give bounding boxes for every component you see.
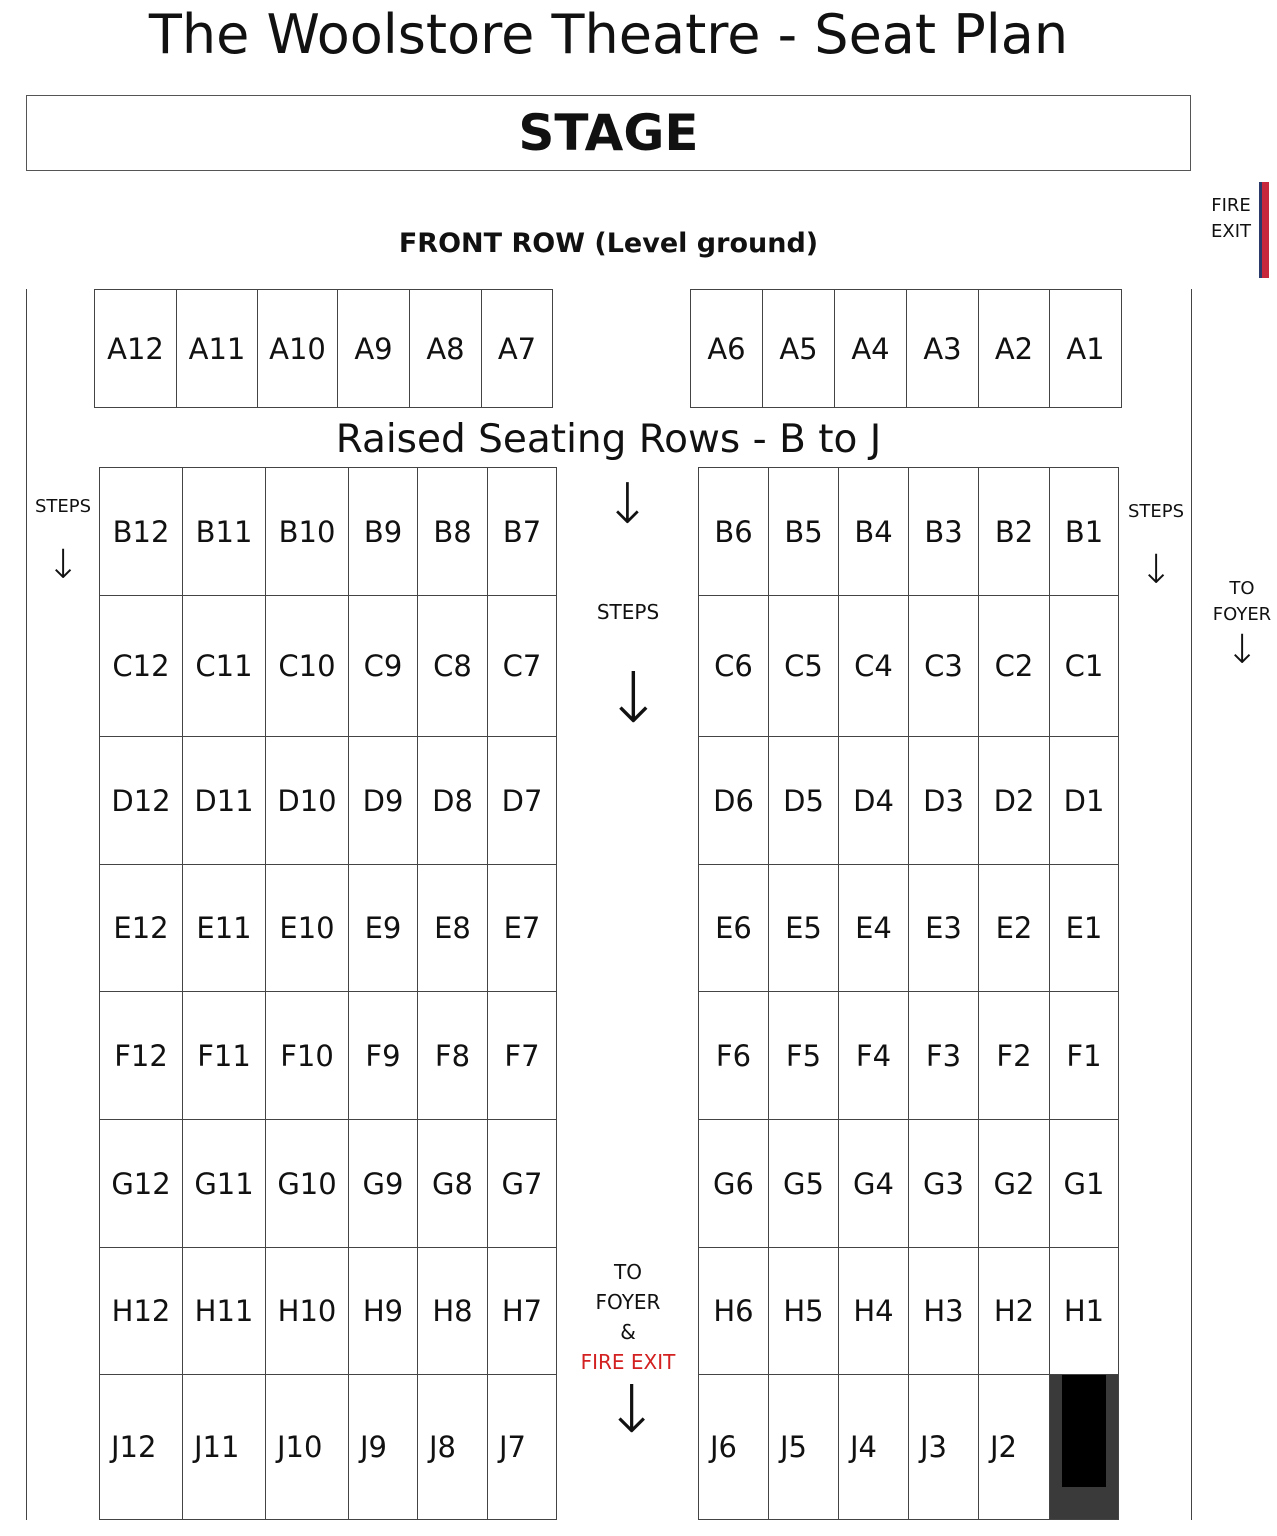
seat-g8[interactable]: G8 bbox=[418, 1120, 488, 1248]
right-steps-arrow-icon: ↓ bbox=[1139, 547, 1173, 593]
seat-b7[interactable]: B7 bbox=[488, 468, 557, 596]
seat-f2[interactable]: F2 bbox=[979, 992, 1050, 1120]
seat-f10[interactable]: F10 bbox=[266, 992, 349, 1120]
seat-g4[interactable]: G4 bbox=[839, 1120, 909, 1248]
seat-b1[interactable]: B1 bbox=[1050, 468, 1119, 596]
seat-a1[interactable]: A1 bbox=[1050, 290, 1122, 408]
seat-g12[interactable]: G12 bbox=[100, 1120, 183, 1248]
seat-f4[interactable]: F4 bbox=[839, 992, 909, 1120]
right-to-foyer-label bbox=[1212, 576, 1272, 628]
seat-a3[interactable]: A3 bbox=[907, 290, 979, 408]
seat-j11[interactable]: J11 bbox=[183, 1375, 266, 1520]
seat-h8[interactable]: H8 bbox=[418, 1248, 488, 1375]
seat-g2[interactable]: G2 bbox=[979, 1120, 1050, 1248]
seat-h4[interactable]: H4 bbox=[839, 1248, 909, 1375]
stage bbox=[26, 95, 1191, 171]
front-row-left-block bbox=[94, 289, 553, 408]
seat-g11[interactable]: G11 bbox=[183, 1120, 266, 1248]
seat-c3[interactable]: C3 bbox=[909, 596, 979, 737]
seat-b6[interactable]: B6 bbox=[699, 468, 769, 596]
seat-c7[interactable]: C7 bbox=[488, 596, 557, 737]
seat-a10[interactable]: A10 bbox=[258, 290, 338, 408]
center-exit-line-1: TO bbox=[614, 1260, 642, 1284]
raised-seating-label: Raised Seating Rows - B to J bbox=[335, 417, 882, 462]
right-to-foyer-line-1: TO bbox=[1229, 578, 1255, 599]
seat-g9[interactable]: G9 bbox=[349, 1120, 418, 1248]
seat-d11[interactable]: D11 bbox=[183, 737, 266, 865]
seat-e5[interactable]: E5 bbox=[769, 865, 839, 992]
seat-b11[interactable]: B11 bbox=[183, 468, 266, 596]
seat-a4[interactable]: A4 bbox=[835, 290, 907, 408]
seat-a8[interactable]: A8 bbox=[410, 290, 482, 408]
center-exit-line-2: FOYER bbox=[595, 1290, 661, 1314]
blocked-seat bbox=[1050, 1375, 1119, 1520]
seat-d8[interactable]: D8 bbox=[418, 737, 488, 865]
center-steps-label: STEPS bbox=[596, 600, 660, 624]
seat-h9[interactable]: H9 bbox=[349, 1248, 418, 1375]
center-exit-label bbox=[578, 1257, 678, 1377]
seat-c1[interactable]: C1 bbox=[1050, 596, 1119, 737]
center-steps-arrow-icon: ↓ bbox=[604, 657, 663, 739]
seat-e3[interactable]: E3 bbox=[909, 865, 979, 992]
seat-d4[interactable]: D4 bbox=[839, 737, 909, 865]
seat-j4[interactable]: J4 bbox=[839, 1375, 909, 1520]
seat-f1[interactable]: F1 bbox=[1050, 992, 1119, 1120]
seat-f3[interactable]: F3 bbox=[909, 992, 979, 1120]
front-row-label: FRONT ROW (Level ground) bbox=[398, 228, 819, 259]
wall-right-front bbox=[1191, 289, 1192, 407]
seat-g3[interactable]: G3 bbox=[909, 1120, 979, 1248]
stage-label: STAGE bbox=[518, 104, 699, 162]
seat-j3[interactable]: J3 bbox=[909, 1375, 979, 1520]
seat-b12[interactable]: B12 bbox=[100, 468, 183, 596]
seat-b10[interactable]: B10 bbox=[266, 468, 349, 596]
front-row-right-block bbox=[690, 289, 1122, 408]
seat-c9[interactable]: C9 bbox=[349, 596, 418, 737]
seat-f6[interactable]: F6 bbox=[699, 992, 769, 1120]
seat-e7[interactable]: E7 bbox=[488, 865, 557, 992]
right-to-foyer-line-2: FOYER bbox=[1212, 604, 1272, 625]
seat-j2[interactable]: J2 bbox=[979, 1375, 1050, 1520]
seat-j7[interactable]: J7 bbox=[488, 1375, 557, 1520]
center-exit-line-3: & bbox=[620, 1320, 636, 1344]
seat-e8[interactable]: E8 bbox=[418, 865, 488, 992]
wall-right bbox=[1191, 407, 1192, 1520]
wall-left bbox=[26, 407, 27, 1520]
seat-h1[interactable]: H1 bbox=[1050, 1248, 1119, 1375]
seat-c12[interactable]: C12 bbox=[100, 596, 183, 737]
seat-j9[interactable]: J9 bbox=[349, 1375, 418, 1520]
seat-e6[interactable]: E6 bbox=[699, 865, 769, 992]
seat-h7[interactable]: H7 bbox=[488, 1248, 557, 1375]
seat-f8[interactable]: F8 bbox=[418, 992, 488, 1120]
seat-c5[interactable]: C5 bbox=[769, 596, 839, 737]
seat-e10[interactable]: E10 bbox=[266, 865, 349, 992]
seat-j8[interactable]: J8 bbox=[418, 1375, 488, 1520]
seat-j5[interactable]: J5 bbox=[769, 1375, 839, 1520]
seat-g7[interactable]: G7 bbox=[488, 1120, 557, 1248]
seat-a7[interactable]: A7 bbox=[482, 290, 553, 408]
seat-g6[interactable]: G6 bbox=[699, 1120, 769, 1248]
seat-f9[interactable]: F9 bbox=[349, 992, 418, 1120]
seat-f12[interactable]: F12 bbox=[100, 992, 183, 1120]
seat-c2[interactable]: C2 bbox=[979, 596, 1050, 737]
seat-a2[interactable]: A2 bbox=[979, 290, 1050, 408]
seat-h10[interactable]: H10 bbox=[266, 1248, 349, 1375]
side-fire-exit-door bbox=[1259, 182, 1269, 278]
seat-h3[interactable]: H3 bbox=[909, 1248, 979, 1375]
seat-f5[interactable]: F5 bbox=[769, 992, 839, 1120]
seat-d10[interactable]: D10 bbox=[266, 737, 349, 865]
right-to-foyer-arrow-icon: ↓ bbox=[1225, 627, 1259, 673]
seat-d5[interactable]: D5 bbox=[769, 737, 839, 865]
seat-b3[interactable]: B3 bbox=[909, 468, 979, 596]
seat-a11[interactable]: A11 bbox=[177, 290, 258, 408]
seat-f11[interactable]: F11 bbox=[183, 992, 266, 1120]
seat-e2[interactable]: E2 bbox=[979, 865, 1050, 992]
left-steps-arrow-icon: ↓ bbox=[46, 542, 80, 588]
raised-left-block bbox=[99, 467, 557, 1520]
seat-h2[interactable]: H2 bbox=[979, 1248, 1050, 1375]
seat-e4[interactable]: E4 bbox=[839, 865, 909, 992]
seat-h12[interactable]: H12 bbox=[100, 1248, 183, 1375]
side-fire-exit-line-2: EXIT bbox=[1210, 221, 1251, 242]
seat-f7[interactable]: F7 bbox=[488, 992, 557, 1120]
seat-e9[interactable]: E9 bbox=[349, 865, 418, 992]
seat-a5[interactable]: A5 bbox=[763, 290, 835, 408]
side-fire-exit-line-1: FIRE bbox=[1211, 195, 1251, 216]
seat-e1[interactable]: E1 bbox=[1050, 865, 1119, 992]
center-fire-exit-text: FIRE EXIT bbox=[580, 1350, 676, 1374]
blocked-seat-fill bbox=[1062, 1375, 1106, 1487]
seat-a12[interactable]: A12 bbox=[95, 290, 177, 408]
seat-g10[interactable]: G10 bbox=[266, 1120, 349, 1248]
seat-g1[interactable]: G1 bbox=[1050, 1120, 1119, 1248]
seat-c4[interactable]: C4 bbox=[839, 596, 909, 737]
seat-h6[interactable]: H6 bbox=[699, 1248, 769, 1375]
seat-d6[interactable]: D6 bbox=[699, 737, 769, 865]
seat-j12[interactable]: J12 bbox=[100, 1375, 183, 1520]
center-exit-arrow-icon: ↓ bbox=[604, 1371, 660, 1448]
seat-a6[interactable]: A6 bbox=[691, 290, 763, 408]
seat-b9[interactable]: B9 bbox=[349, 468, 418, 596]
seat-c11[interactable]: C11 bbox=[183, 596, 266, 737]
seat-b2[interactable]: B2 bbox=[979, 468, 1050, 596]
raised-right-block bbox=[698, 467, 1119, 1520]
seat-e11[interactable]: E11 bbox=[183, 865, 266, 992]
wall-left-front bbox=[26, 289, 27, 407]
seat-c6[interactable]: C6 bbox=[699, 596, 769, 737]
seat-h5[interactable]: H5 bbox=[769, 1248, 839, 1375]
seat-c10[interactable]: C10 bbox=[266, 596, 349, 737]
seat-j10[interactable]: J10 bbox=[266, 1375, 349, 1520]
center-aisle-arrow-top-icon: ↓ bbox=[604, 472, 651, 537]
seat-j6[interactable]: J6 bbox=[699, 1375, 769, 1520]
seat-c8[interactable]: C8 bbox=[418, 596, 488, 737]
seat-e12[interactable]: E12 bbox=[100, 865, 183, 992]
seat-h11[interactable]: H11 bbox=[183, 1248, 266, 1375]
right-steps-label: STEPS bbox=[1127, 501, 1185, 522]
seat-b4[interactable]: B4 bbox=[839, 468, 909, 596]
seat-d1[interactable]: D1 bbox=[1050, 737, 1119, 865]
page-title: The Woolstore Theatre - Seat Plan bbox=[148, 3, 1069, 66]
seat-b5[interactable]: B5 bbox=[769, 468, 839, 596]
seat-d7[interactable]: D7 bbox=[488, 737, 557, 865]
seat-a9[interactable]: A9 bbox=[338, 290, 410, 408]
seat-g5[interactable]: G5 bbox=[769, 1120, 839, 1248]
seat-d9[interactable]: D9 bbox=[349, 737, 418, 865]
seat-d12[interactable]: D12 bbox=[100, 737, 183, 865]
seat-d2[interactable]: D2 bbox=[979, 737, 1050, 865]
seat-d3[interactable]: D3 bbox=[909, 737, 979, 865]
left-steps-label: STEPS bbox=[34, 496, 92, 517]
seat-b8[interactable]: B8 bbox=[418, 468, 488, 596]
